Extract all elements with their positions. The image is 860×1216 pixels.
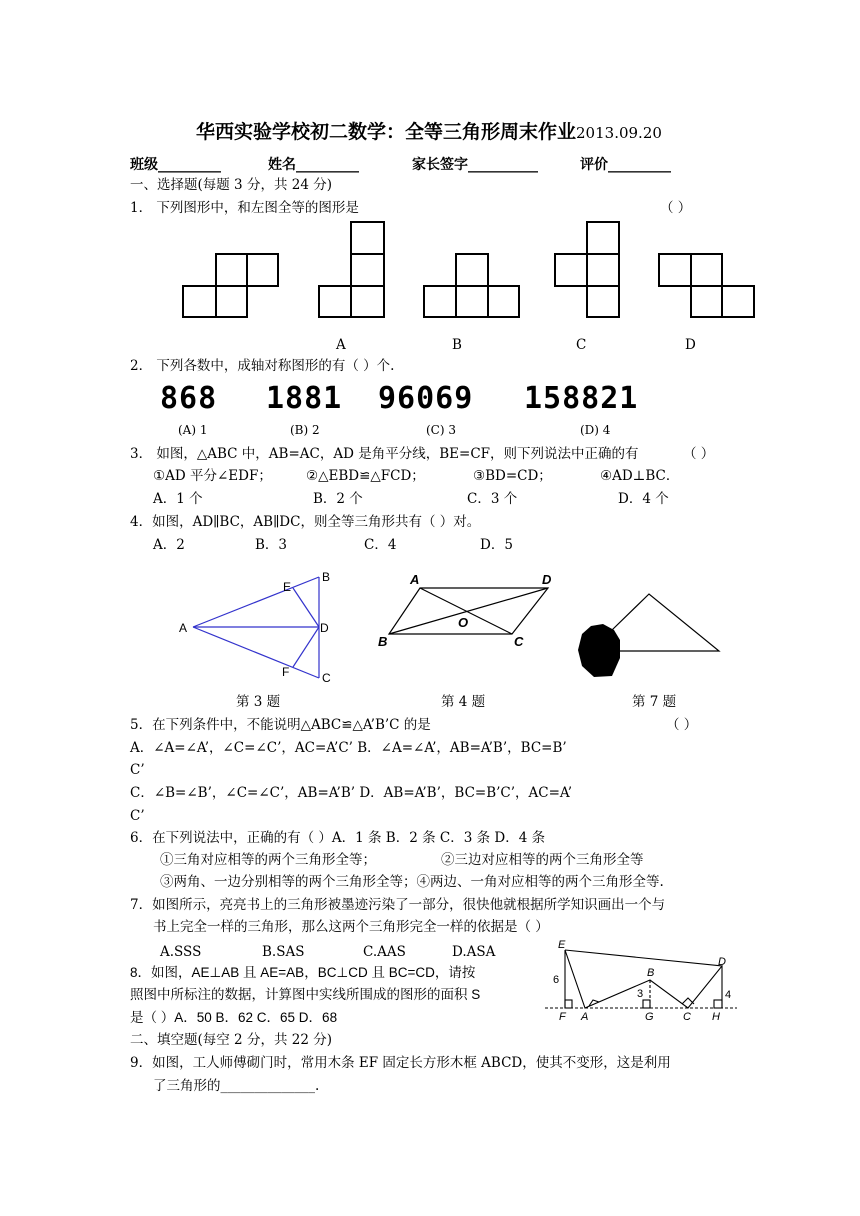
q4-option-c: C．4 [364, 537, 397, 553]
q8-line-3: 是（ ）A．50 B．62 C．65 D．68 [130, 1010, 338, 1025]
q1-label-a: A [336, 337, 346, 353]
q9-line-1: 9．如图，工人师傅砌门时，常用木条 EF 固定长方形木框 ABCD，使其不变形，这是利用 [130, 1055, 671, 1071]
fig8-label-g: G [645, 1011, 654, 1023]
q7-option-a: A.SSS [160, 944, 202, 960]
fig3-label-e: E [283, 580, 292, 594]
q1-label-c: C [576, 337, 587, 353]
figure-4 [389, 588, 548, 634]
q1-answer-paren: （ ） [660, 200, 692, 216]
q1-figures [0, 0, 860, 330]
title-date: 2013.09.20 [576, 124, 662, 142]
q5-text: 5．在下列条件中，不能说明△ABC≌△A’B’C 的是 [130, 717, 431, 733]
q5-line-1b: C’ [130, 762, 145, 778]
fig7-caption: 第 7 题 [632, 694, 677, 710]
q1-label-d: D [685, 337, 696, 353]
q6-statement-3-4: ③两角、一边分别相等的两个三角形全等；④两边、一角对应相等的两个三角形全等. [160, 874, 664, 890]
q3-option-b: B．2 个 [313, 491, 363, 507]
parent-signature-field: 家长签字__________ [412, 157, 538, 173]
figure-7 [578, 594, 719, 677]
section-2-heading: 二、填空题(每空 2 分，共 22 分) [130, 1032, 332, 1048]
q5-line-2b: C’ [130, 808, 145, 824]
q2-number-158821: 158821 [524, 381, 639, 416]
q3-statement-4: ④AD⊥BC． [600, 468, 680, 484]
fig3-label-d: D [320, 621, 329, 635]
q9-line-2: 了三角形的______________. [153, 1078, 320, 1094]
fig8-num-4: 4 [725, 989, 732, 1001]
q4-option-b: B．3 [255, 537, 288, 553]
q3-text: 3． 如图，△ABC 中，AB=AC，AD 是角平分线，BE=CF，则下列说法中正确的有 [130, 446, 639, 462]
q2-option-c: (C) 3 [426, 423, 456, 437]
fig4-label-d: D [542, 572, 552, 587]
q3-option-c: C．3 个 [467, 491, 518, 507]
fig8-label-b: B [647, 967, 655, 979]
fig4-label-b: B [378, 634, 388, 649]
title-main: 华西实验学校初二数学：全等三角形周末作业 [196, 121, 577, 143]
fig3-label-b: B [322, 570, 331, 584]
q4-text: 4．如图，AD∥BC，AB∥DC，则全等三角形共有（ ）对。 [130, 514, 481, 530]
q5-line-2: C．∠B=∠B’，∠C=∠C’，AB=A’B’ D．AB=A’B’，BC=B’C’，AC=A’ [130, 785, 572, 801]
q3-statement-3: ③BD=CD； [473, 468, 552, 484]
q6-statement-1: ①三角对应相等的两个三角形全等； [160, 852, 376, 868]
class-field: 班级_________ [130, 157, 221, 173]
q7-option-d: D.ASA [452, 944, 496, 960]
fig3-caption: 第 3 题 [236, 694, 281, 710]
figure-3 [193, 577, 319, 678]
fig8-label-e: E [558, 939, 566, 951]
fig8-label-c: C [683, 1011, 691, 1023]
q6-statement-2: ②三边对应相等的两个三角形全等 [441, 852, 644, 868]
q2-number-1881: 1881 [266, 381, 343, 416]
evaluation-field: 评价_________ [580, 157, 671, 173]
q1-option-a-shape [319, 222, 384, 317]
q1-text: 1． 下列图形中，和左图全等的图形是 [130, 200, 359, 216]
figure-8 [540, 936, 740, 1026]
q1-option-c-shape [555, 222, 619, 317]
q8-line-2: 照图中所标注的数据，计算图中实线所围成的图形的面积 S [130, 987, 481, 1002]
fig8-num-3: 3 [637, 988, 644, 1000]
q1-reference-shape [183, 254, 278, 317]
q7-line-2: 书上完全一样的三角形，那么这两个三角形完全一样的依据是（ ） [153, 919, 549, 935]
q3-answer-paren: （ ） [683, 446, 715, 462]
q1-label-b: B [452, 337, 462, 353]
q2-option-a: (A) 1 [178, 423, 208, 437]
fig3-label-f: F [282, 665, 290, 679]
fig8-num-6: 6 [553, 974, 560, 986]
ink-blot-shape [578, 624, 620, 677]
section-1-heading: 一、选择题(每题 3 分，共 24 分) [130, 177, 332, 193]
q6-text: 6．在下列说法中，正确的有（ ）A．1 条 B．2 条 C．3 条 D．4 条 [130, 830, 546, 846]
fig8-label-a: A [581, 1011, 589, 1023]
fig8-label-f: F [559, 1011, 566, 1023]
q1-option-d-shape [659, 254, 754, 317]
fig3-label-c: C [322, 671, 331, 685]
fig4-label-c: C [514, 634, 524, 649]
q4-option-d: D．5 [480, 537, 513, 553]
q3-statement-2: ②△EBD≌△FCD； [306, 468, 425, 484]
q2-text: 2． 下列各数中，成轴对称图形的有（ ）个. [130, 358, 395, 374]
name-field: 姓名_________ [268, 157, 359, 173]
q7-line-1: 7．如图所示，亮亮书上的三角形被墨迹污染了一部分，很快他就根据所学知识画出一个与 [130, 897, 666, 913]
q2-option-d: (D) 4 [580, 423, 611, 437]
q7-option-c: C.AAS [363, 944, 406, 960]
fig8-label-d: D [718, 956, 726, 968]
q7-option-b: B.SAS [262, 944, 305, 960]
fig3-label-a: A [179, 621, 188, 635]
q4-option-a: A．2 [153, 537, 185, 553]
figures-row [0, 560, 860, 690]
q2-number-868: 868 [160, 381, 218, 416]
q1-option-b-shape [424, 254, 519, 317]
fig4-label-a: A [410, 572, 420, 587]
fig4-label-o: O [458, 615, 469, 630]
q5-answer-paren: （ ） [666, 717, 698, 733]
q2-option-b: (B) 2 [290, 423, 320, 437]
q8-line-1: 8．如图，AE⊥AB 且 AE=AB，BC⊥CD 且 BC=CD，请按 [130, 965, 476, 980]
q3-statement-1: ①AD 平分∠EDF； [153, 468, 272, 484]
q5-line-1: A．∠A=∠A’，∠C=∠C’，AC=A’C’ B．∠A=∠A’，AB=A’B’，BC=B’ [130, 740, 567, 756]
q3-option-d: D．4 个 [618, 491, 669, 507]
fig8-label-h: H [712, 1011, 720, 1023]
q2-number-96069: 96069 [378, 381, 474, 416]
fig4-caption: 第 4 题 [441, 694, 486, 710]
q3-option-a: A．1 个 [153, 491, 203, 507]
